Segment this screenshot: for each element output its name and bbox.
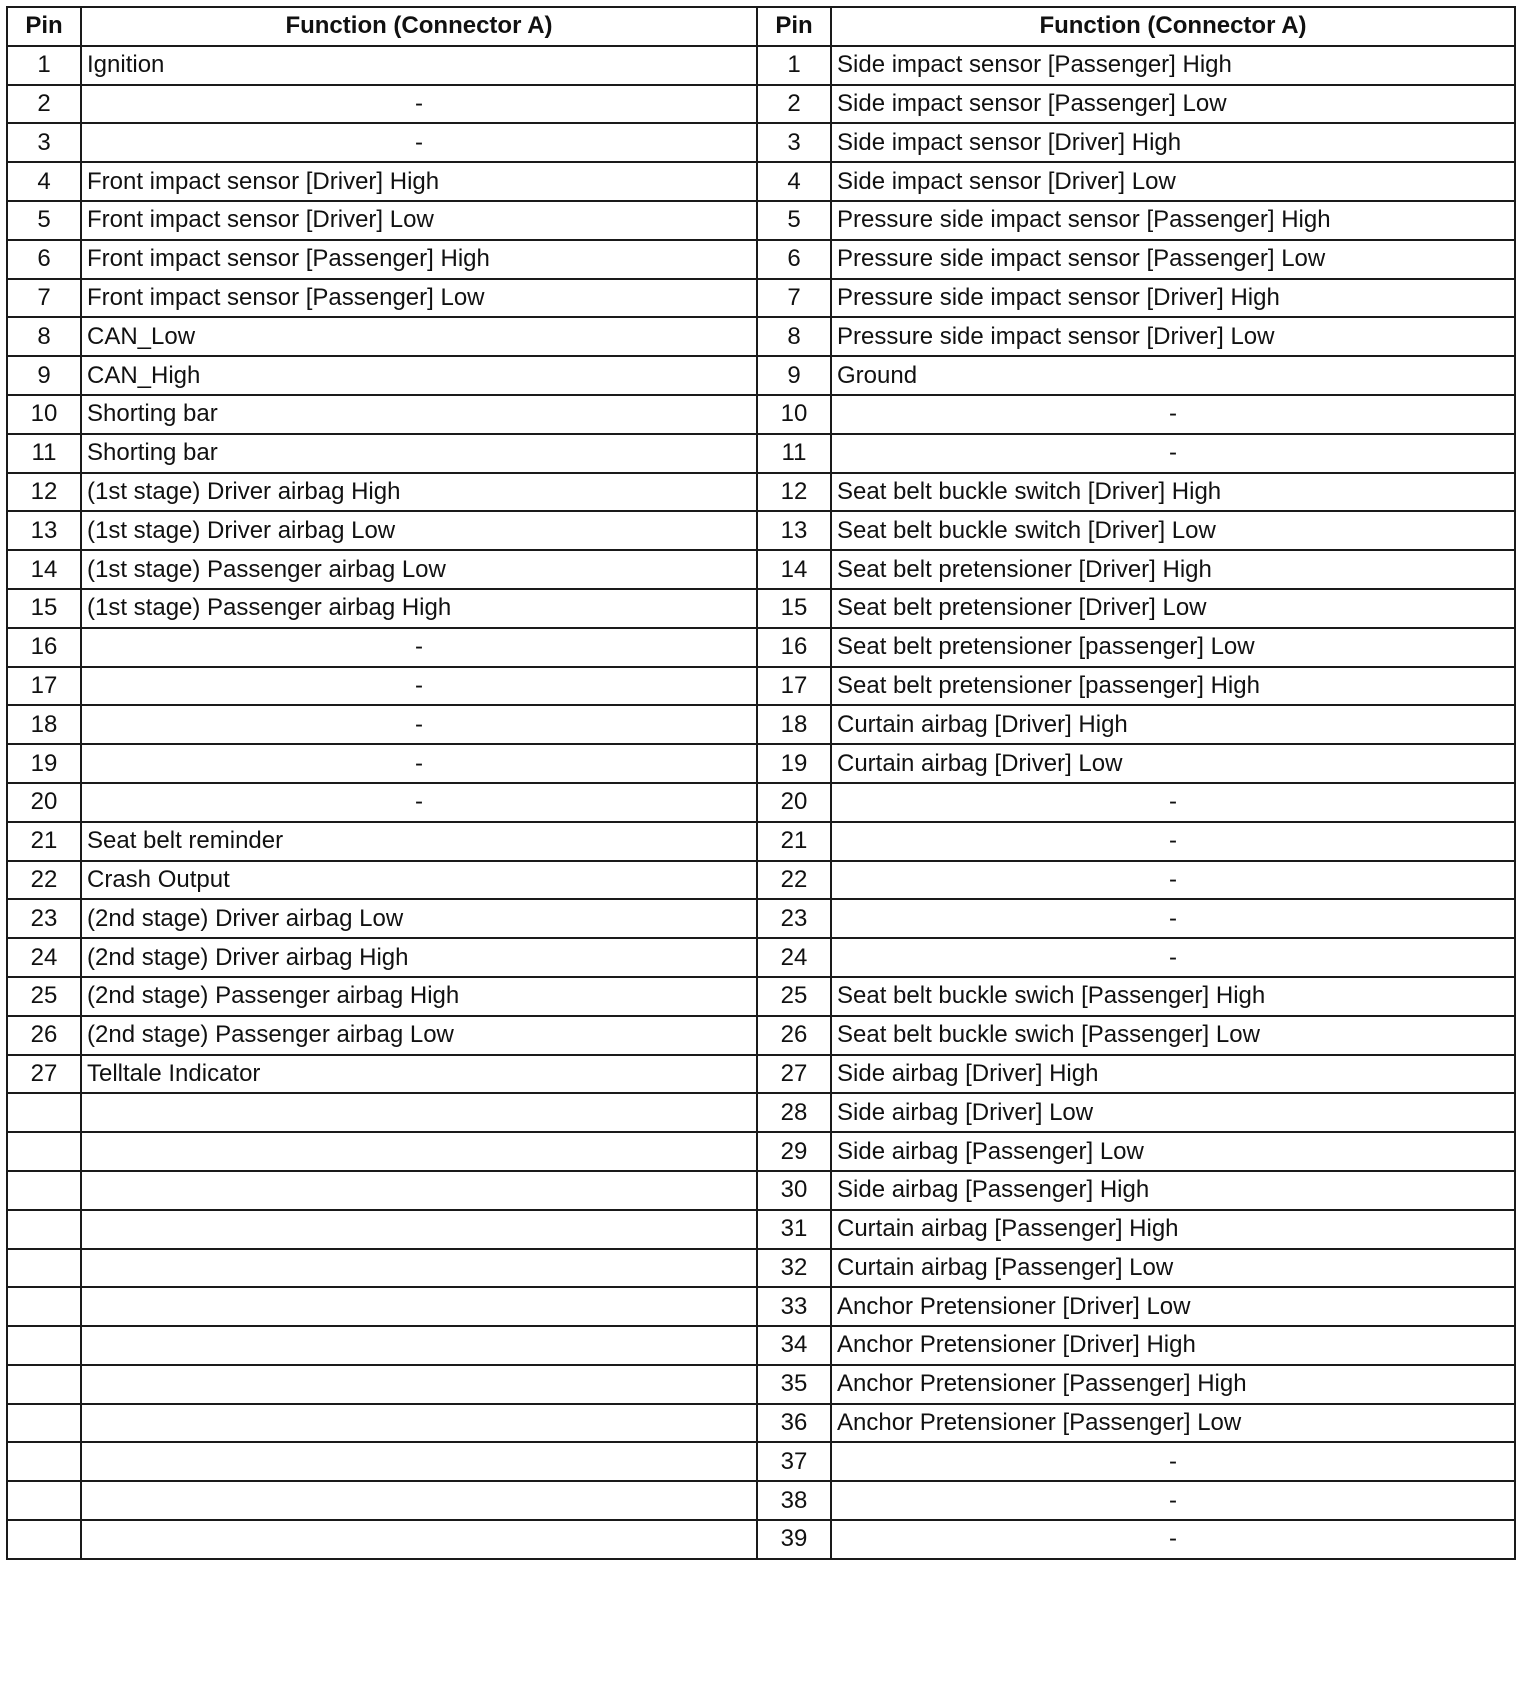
right-pin-cell: 19 bbox=[757, 744, 831, 783]
left-function-cell: Shorting bar bbox=[81, 395, 757, 434]
left-pin-cell: 3 bbox=[7, 123, 81, 162]
table-row bbox=[7, 938, 1515, 977]
right-function-cell: Side airbag [Driver] High bbox=[831, 1055, 1515, 1094]
table-row bbox=[7, 356, 1515, 395]
left-function-cell: Ignition bbox=[81, 46, 757, 85]
right-function-cell: Seat belt buckle swich [Passenger] Low bbox=[831, 1016, 1515, 1055]
right-pin-cell: 39 bbox=[757, 1520, 831, 1559]
table-row bbox=[7, 162, 1515, 201]
left-pin-cell: 19 bbox=[7, 744, 81, 783]
table-row bbox=[7, 550, 1515, 589]
right-pin-cell: 8 bbox=[757, 317, 831, 356]
right-function-cell: Anchor Pretensioner [Passenger] High bbox=[831, 1365, 1515, 1404]
right-function-cell: Seat belt buckle switch [Driver] Low bbox=[831, 511, 1515, 550]
table-row bbox=[7, 395, 1515, 434]
table-row bbox=[7, 240, 1515, 279]
right-pin-cell: 24 bbox=[757, 938, 831, 977]
right-pin-cell: 26 bbox=[757, 1016, 831, 1055]
left-pin-cell: 15 bbox=[7, 589, 81, 628]
table-row bbox=[7, 434, 1515, 473]
table-row bbox=[7, 1249, 1515, 1288]
right-function-cell: Side airbag [Driver] Low bbox=[831, 1093, 1515, 1132]
right-pin-cell: 5 bbox=[757, 201, 831, 240]
table-row bbox=[7, 861, 1515, 900]
left-function-cell bbox=[81, 1171, 757, 1210]
right-pin-cell: 15 bbox=[757, 589, 831, 628]
right-function-cell: - bbox=[831, 1520, 1515, 1559]
right-function-cell: Pressure side impact sensor [Passenger] High bbox=[831, 201, 1515, 240]
left-function-cell bbox=[81, 1520, 757, 1559]
table-row bbox=[7, 511, 1515, 550]
right-function-cell: - bbox=[831, 822, 1515, 861]
left-function-cell: - bbox=[81, 744, 757, 783]
right-pin-cell: 21 bbox=[757, 822, 831, 861]
header-pin-left: Pin bbox=[7, 7, 81, 46]
left-function-cell: Crash Output bbox=[81, 861, 757, 900]
left-function-cell bbox=[81, 1210, 757, 1249]
right-function-cell: Side impact sensor [Passenger] High bbox=[831, 46, 1515, 85]
right-function-cell: - bbox=[831, 938, 1515, 977]
right-function-cell: - bbox=[831, 861, 1515, 900]
left-pin-cell: 13 bbox=[7, 511, 81, 550]
right-function-cell: Seat belt buckle swich [Passenger] High bbox=[831, 977, 1515, 1016]
right-function-cell: - bbox=[831, 1442, 1515, 1481]
right-function-cell: - bbox=[831, 783, 1515, 822]
right-pin-cell: 33 bbox=[757, 1287, 831, 1326]
left-function-cell: Front impact sensor [Driver] High bbox=[81, 162, 757, 201]
left-function-cell: (1st stage) Passenger airbag High bbox=[81, 589, 757, 628]
right-function-cell: Seat belt pretensioner [Driver] Low bbox=[831, 589, 1515, 628]
table-row bbox=[7, 1481, 1515, 1520]
left-pin-cell: 12 bbox=[7, 473, 81, 512]
right-function-cell: Side airbag [Passenger] Low bbox=[831, 1132, 1515, 1171]
right-pin-cell: 22 bbox=[757, 861, 831, 900]
left-function-cell: Front impact sensor [Passenger] Low bbox=[81, 279, 757, 318]
table-row bbox=[7, 279, 1515, 318]
table-row bbox=[7, 822, 1515, 861]
left-function-cell bbox=[81, 1404, 757, 1443]
table-row bbox=[7, 1210, 1515, 1249]
table-row bbox=[7, 744, 1515, 783]
right-pin-cell: 4 bbox=[757, 162, 831, 201]
header-pin-right: Pin bbox=[757, 7, 831, 46]
right-function-cell: Seat belt pretensioner [Driver] High bbox=[831, 550, 1515, 589]
left-pin-cell bbox=[7, 1365, 81, 1404]
left-function-cell: (2nd stage) Passenger airbag Low bbox=[81, 1016, 757, 1055]
left-pin-cell bbox=[7, 1326, 81, 1365]
right-function-cell: Pressure side impact sensor [Driver] Low bbox=[831, 317, 1515, 356]
left-pin-cell: 9 bbox=[7, 356, 81, 395]
right-function-cell: Side impact sensor [Driver] Low bbox=[831, 162, 1515, 201]
right-pin-cell: 32 bbox=[757, 1249, 831, 1288]
left-pin-cell: 23 bbox=[7, 899, 81, 938]
left-function-cell: - bbox=[81, 705, 757, 744]
left-pin-cell bbox=[7, 1442, 81, 1481]
right-function-cell: Anchor Pretensioner [Driver] Low bbox=[831, 1287, 1515, 1326]
right-function-cell: Side airbag [Passenger] High bbox=[831, 1171, 1515, 1210]
table-row bbox=[7, 473, 1515, 512]
right-pin-cell: 28 bbox=[757, 1093, 831, 1132]
left-pin-cell: 20 bbox=[7, 783, 81, 822]
left-pin-cell: 18 bbox=[7, 705, 81, 744]
left-pin-cell bbox=[7, 1404, 81, 1443]
right-pin-cell: 11 bbox=[757, 434, 831, 473]
right-pin-cell: 31 bbox=[757, 1210, 831, 1249]
left-pin-cell bbox=[7, 1093, 81, 1132]
right-function-cell: Seat belt pretensioner [passenger] High bbox=[831, 667, 1515, 706]
table-row bbox=[7, 317, 1515, 356]
right-pin-cell: 29 bbox=[757, 1132, 831, 1171]
table-row bbox=[7, 1093, 1515, 1132]
left-pin-cell: 11 bbox=[7, 434, 81, 473]
right-pin-cell: 20 bbox=[757, 783, 831, 822]
right-pin-cell: 23 bbox=[757, 899, 831, 938]
table-row bbox=[7, 1326, 1515, 1365]
table-row bbox=[7, 1016, 1515, 1055]
table-row bbox=[7, 667, 1515, 706]
table-row bbox=[7, 1171, 1515, 1210]
left-function-cell bbox=[81, 1481, 757, 1520]
right-function-cell: Side impact sensor [Passenger] Low bbox=[831, 85, 1515, 124]
header-function-right: Function (Connector A) bbox=[831, 7, 1515, 46]
left-function-cell: CAN_Low bbox=[81, 317, 757, 356]
header-row bbox=[7, 7, 1515, 46]
left-pin-cell: 17 bbox=[7, 667, 81, 706]
table-row bbox=[7, 201, 1515, 240]
right-pin-cell: 30 bbox=[757, 1171, 831, 1210]
left-function-cell: - bbox=[81, 85, 757, 124]
right-pin-cell: 3 bbox=[757, 123, 831, 162]
table-row bbox=[7, 123, 1515, 162]
right-pin-cell: 27 bbox=[757, 1055, 831, 1094]
left-pin-cell bbox=[7, 1210, 81, 1249]
left-pin-cell: 22 bbox=[7, 861, 81, 900]
right-function-cell: Ground bbox=[831, 356, 1515, 395]
left-pin-cell bbox=[7, 1171, 81, 1210]
left-function-cell bbox=[81, 1132, 757, 1171]
right-pin-cell: 17 bbox=[757, 667, 831, 706]
left-pin-cell: 24 bbox=[7, 938, 81, 977]
right-function-cell: - bbox=[831, 899, 1515, 938]
left-pin-cell: 26 bbox=[7, 1016, 81, 1055]
left-pin-cell: 4 bbox=[7, 162, 81, 201]
left-function-cell: Seat belt reminder bbox=[81, 822, 757, 861]
left-function-cell bbox=[81, 1249, 757, 1288]
table-row bbox=[7, 977, 1515, 1016]
right-function-cell: Curtain airbag [Driver] Low bbox=[831, 744, 1515, 783]
left-pin-cell: 6 bbox=[7, 240, 81, 279]
left-function-cell bbox=[81, 1365, 757, 1404]
table-row bbox=[7, 1132, 1515, 1171]
pin-function-table bbox=[6, 6, 1516, 1560]
right-function-cell: Curtain airbag [Driver] High bbox=[831, 705, 1515, 744]
right-pin-cell: 10 bbox=[757, 395, 831, 434]
right-pin-cell: 13 bbox=[757, 511, 831, 550]
table-row bbox=[7, 46, 1515, 85]
left-pin-cell: 2 bbox=[7, 85, 81, 124]
left-function-cell: CAN_High bbox=[81, 356, 757, 395]
left-function-cell: (1st stage) Driver airbag Low bbox=[81, 511, 757, 550]
table-row bbox=[7, 1442, 1515, 1481]
left-function-cell: (1st stage) Passenger airbag Low bbox=[81, 550, 757, 589]
right-pin-cell: 6 bbox=[757, 240, 831, 279]
left-pin-cell bbox=[7, 1520, 81, 1559]
right-pin-cell: 7 bbox=[757, 279, 831, 318]
left-pin-cell bbox=[7, 1132, 81, 1171]
right-function-cell: - bbox=[831, 1481, 1515, 1520]
right-function-cell: Seat belt pretensioner [passenger] Low bbox=[831, 628, 1515, 667]
left-pin-cell bbox=[7, 1249, 81, 1288]
left-function-cell: - bbox=[81, 628, 757, 667]
right-pin-cell: 16 bbox=[757, 628, 831, 667]
right-pin-cell: 2 bbox=[757, 85, 831, 124]
right-function-cell: Curtain airbag [Passenger] High bbox=[831, 1210, 1515, 1249]
right-pin-cell: 18 bbox=[757, 705, 831, 744]
right-pin-cell: 9 bbox=[757, 356, 831, 395]
left-function-cell: (2nd stage) Driver airbag High bbox=[81, 938, 757, 977]
left-pin-cell: 10 bbox=[7, 395, 81, 434]
table-row bbox=[7, 1055, 1515, 1094]
right-function-cell: Curtain airbag [Passenger] Low bbox=[831, 1249, 1515, 1288]
left-pin-cell: 8 bbox=[7, 317, 81, 356]
table-row bbox=[7, 85, 1515, 124]
header-function-left: Function (Connector A) bbox=[81, 7, 757, 46]
left-function-cell: (2nd stage) Passenger airbag High bbox=[81, 977, 757, 1016]
right-pin-cell: 36 bbox=[757, 1404, 831, 1443]
right-pin-cell: 38 bbox=[757, 1481, 831, 1520]
left-pin-cell: 14 bbox=[7, 550, 81, 589]
left-function-cell: Front impact sensor [Passenger] High bbox=[81, 240, 757, 279]
right-function-cell: Pressure side impact sensor [Driver] High bbox=[831, 279, 1515, 318]
right-function-cell: Pressure side impact sensor [Passenger] Low bbox=[831, 240, 1515, 279]
left-function-cell bbox=[81, 1442, 757, 1481]
right-function-cell: Anchor Pretensioner [Driver] High bbox=[831, 1326, 1515, 1365]
table-row bbox=[7, 705, 1515, 744]
table-row bbox=[7, 1404, 1515, 1443]
right-function-cell: Seat belt buckle switch [Driver] High bbox=[831, 473, 1515, 512]
right-pin-cell: 12 bbox=[757, 473, 831, 512]
table-row bbox=[7, 783, 1515, 822]
left-function-cell: - bbox=[81, 123, 757, 162]
left-function-cell: (1st stage) Driver airbag High bbox=[81, 473, 757, 512]
left-function-cell bbox=[81, 1326, 757, 1365]
table-row bbox=[7, 1365, 1515, 1404]
right-pin-cell: 25 bbox=[757, 977, 831, 1016]
left-pin-cell: 25 bbox=[7, 977, 81, 1016]
left-pin-cell: 7 bbox=[7, 279, 81, 318]
left-function-cell: - bbox=[81, 667, 757, 706]
right-pin-cell: 1 bbox=[757, 46, 831, 85]
right-function-cell: Anchor Pretensioner [Passenger] Low bbox=[831, 1404, 1515, 1443]
left-pin-cell bbox=[7, 1287, 81, 1326]
right-pin-cell: 35 bbox=[757, 1365, 831, 1404]
left-function-cell: (2nd stage) Driver airbag Low bbox=[81, 899, 757, 938]
left-function-cell: - bbox=[81, 783, 757, 822]
left-pin-cell: 1 bbox=[7, 46, 81, 85]
left-function-cell bbox=[81, 1287, 757, 1326]
left-function-cell bbox=[81, 1093, 757, 1132]
left-pin-cell: 5 bbox=[7, 201, 81, 240]
table-row bbox=[7, 899, 1515, 938]
left-pin-cell: 21 bbox=[7, 822, 81, 861]
table-row bbox=[7, 589, 1515, 628]
right-function-cell: - bbox=[831, 395, 1515, 434]
right-function-cell: Side impact sensor [Driver] High bbox=[831, 123, 1515, 162]
right-pin-cell: 14 bbox=[757, 550, 831, 589]
left-pin-cell: 16 bbox=[7, 628, 81, 667]
left-pin-cell bbox=[7, 1481, 81, 1520]
table-row bbox=[7, 1287, 1515, 1326]
table-row bbox=[7, 1520, 1515, 1559]
left-function-cell: Shorting bar bbox=[81, 434, 757, 473]
left-function-cell: Front impact sensor [Driver] Low bbox=[81, 201, 757, 240]
left-pin-cell: 27 bbox=[7, 1055, 81, 1094]
left-function-cell: Telltale Indicator bbox=[81, 1055, 757, 1094]
right-pin-cell: 34 bbox=[757, 1326, 831, 1365]
table-row bbox=[7, 628, 1515, 667]
right-pin-cell: 37 bbox=[757, 1442, 831, 1481]
right-function-cell: - bbox=[831, 434, 1515, 473]
